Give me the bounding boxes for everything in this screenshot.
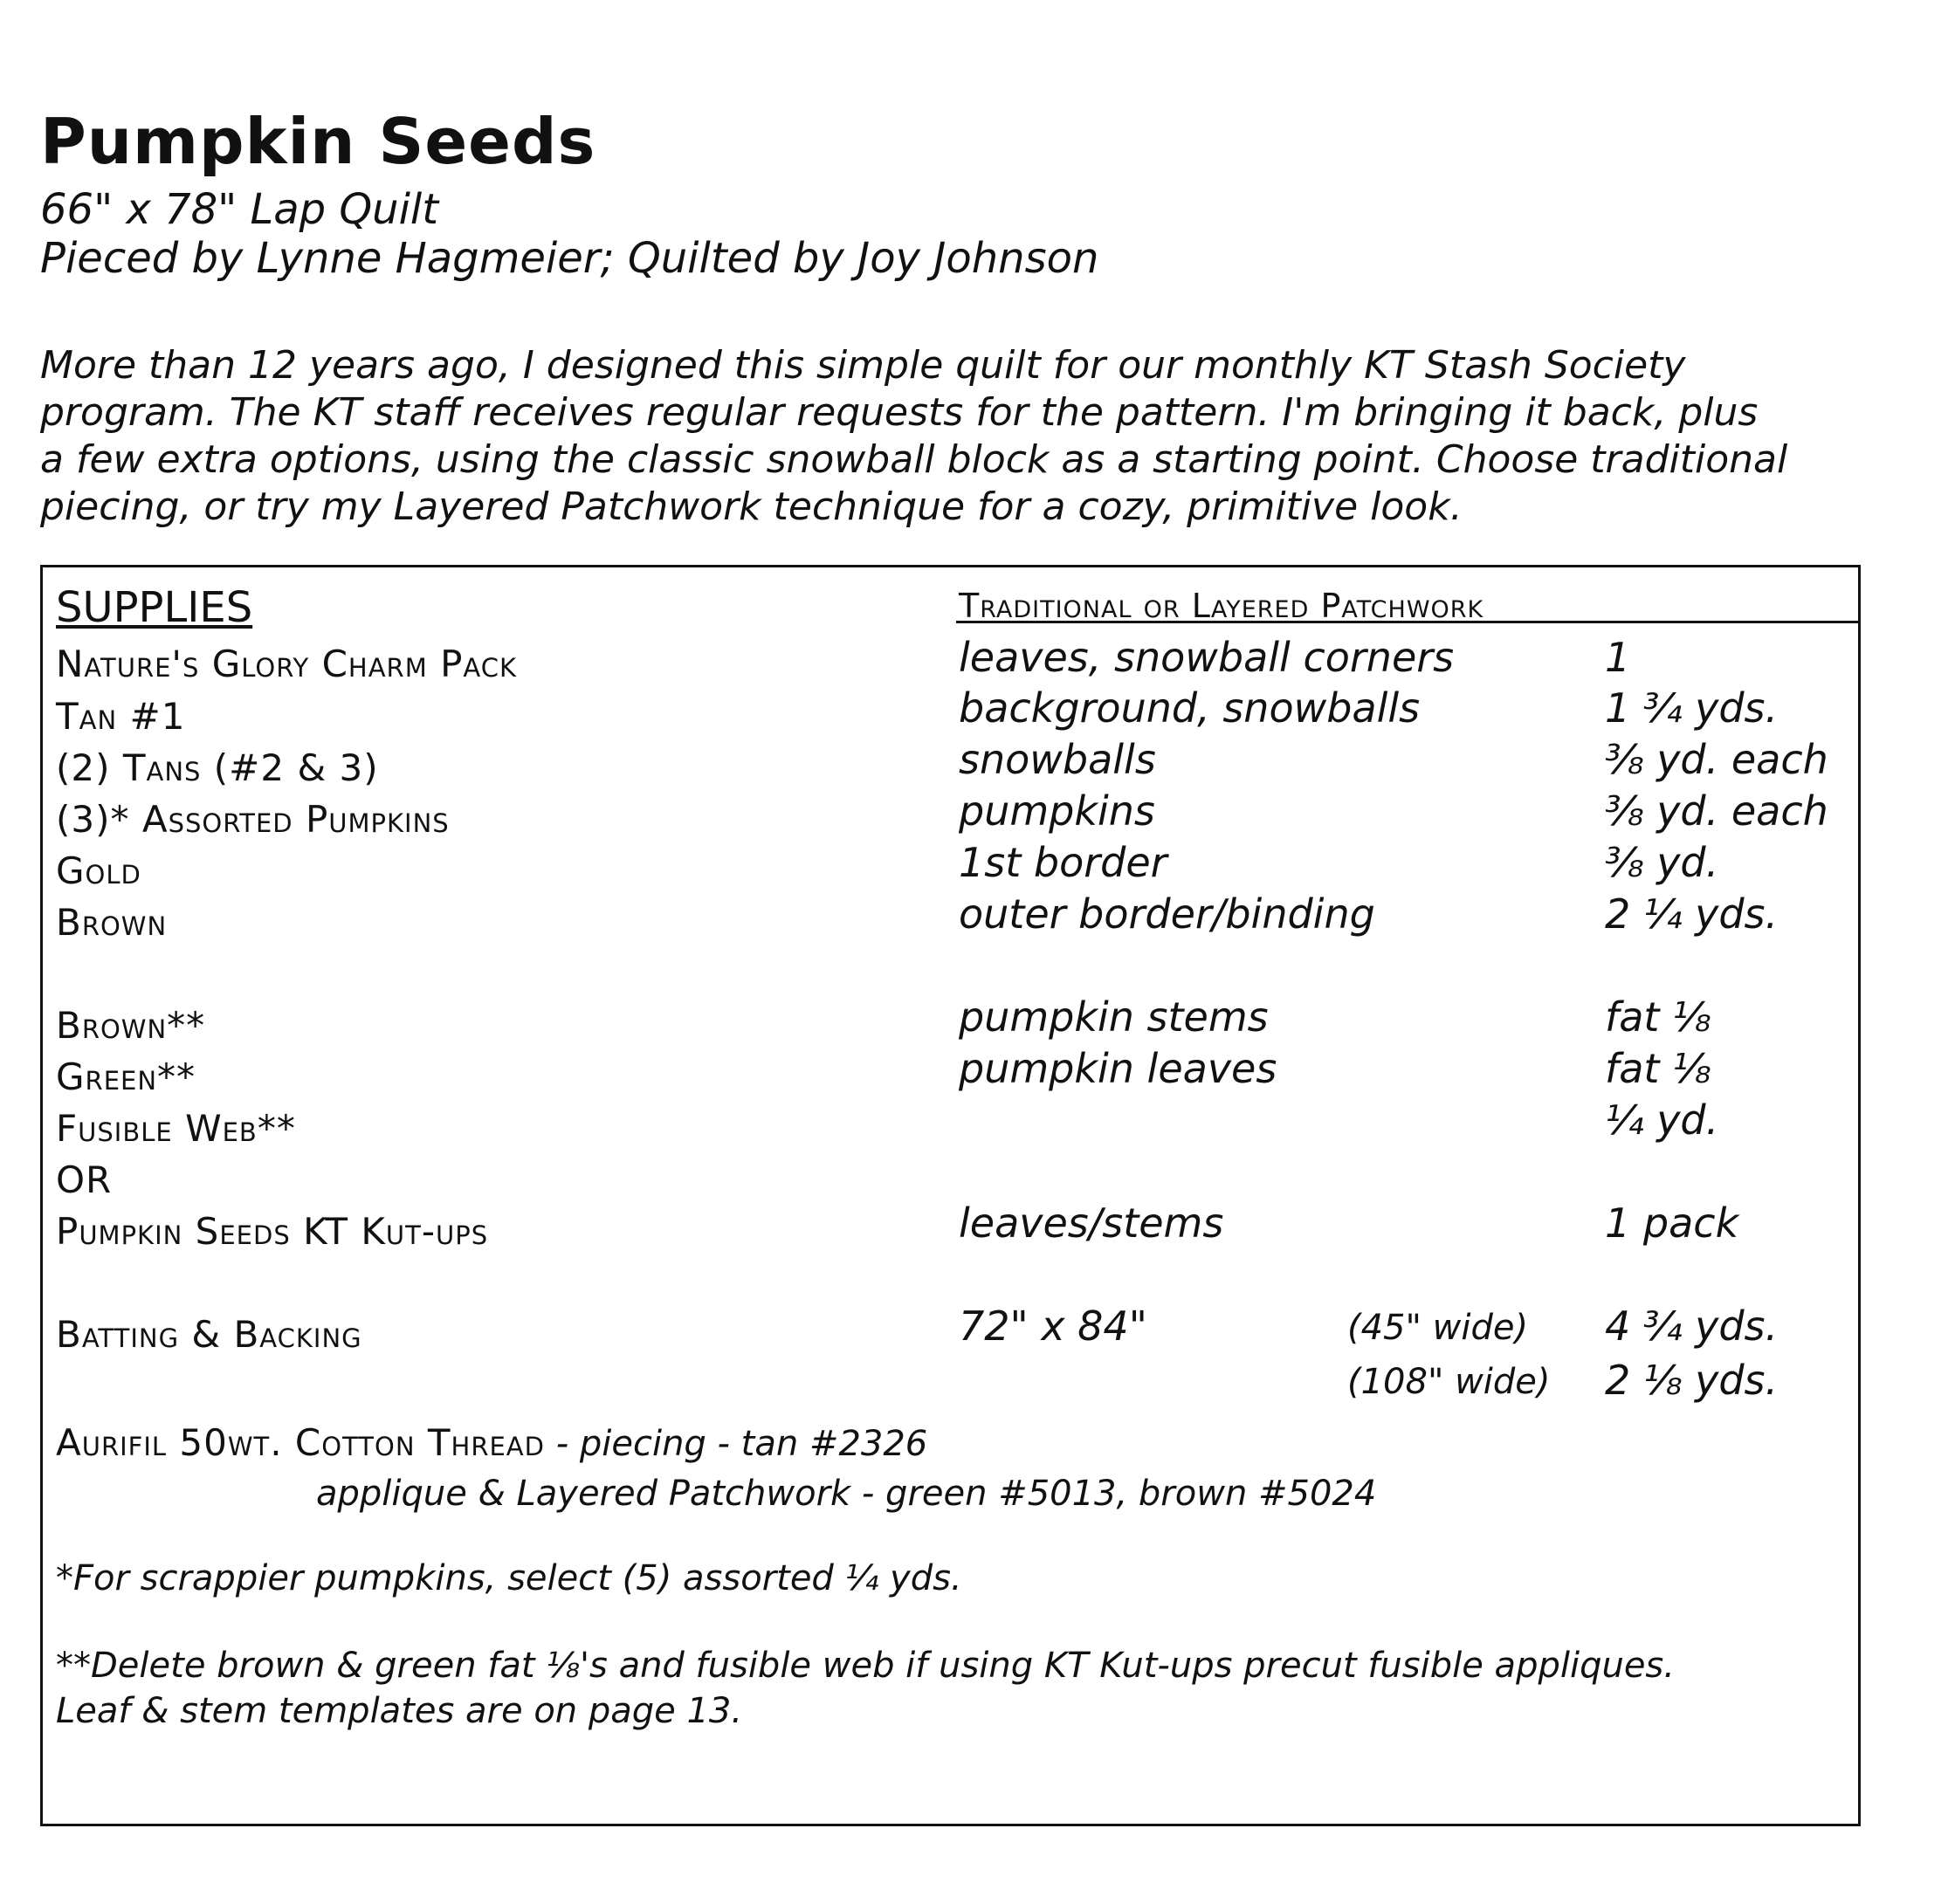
supply-use: 72" x 84" [959, 1303, 1147, 1350]
thread-applique: applique & Layered Patchwork - green #5013, brown #5024 [316, 1474, 1377, 1514]
column-heading: Traditional or Layered Patchwork [959, 587, 1484, 625]
supply-item: Batting & Backing [56, 1313, 362, 1356]
supply-qty: 2 ¼ yds. [1605, 890, 1779, 938]
supply-qty: ⅜ yd. [1605, 839, 1719, 886]
supply-qty: 1 [1605, 634, 1631, 681]
supply-item: Brown [56, 901, 168, 944]
supply-item: (2) Tans (#2 & 3) [56, 746, 379, 789]
intro-line: More than 12 years ago, I designed this simple quilt for our monthly KT Stash Society [40, 343, 1686, 388]
supply-qty: fat ⅛ [1605, 1045, 1711, 1092]
thread-label: Aurifil 50wt. Cotton Thread [56, 1421, 545, 1464]
supply-use: snowballs [959, 736, 1156, 783]
supply-item: Tan #1 [56, 695, 186, 738]
supply-qty: 4 ¾ yds. [1605, 1303, 1779, 1350]
supply-item: Gold [56, 849, 141, 892]
intro-line: a few extra options, using the classic snowball block as a starting point. Choose traditional [40, 437, 1788, 482]
supply-item: Fusible Web** [56, 1107, 296, 1150]
supply-qty: 2 ⅛ yds. [1605, 1357, 1779, 1404]
supply-item: Nature's Glory Charm Pack [56, 643, 517, 685]
intro-line: program. The KT staff receives regular requests for the pattern. I'm bringing it back, plus [40, 390, 1759, 435]
supply-qty: 1 pack [1605, 1199, 1739, 1247]
supply-use: pumpkin stems [959, 993, 1269, 1041]
supply-qty: ⅜ yd. each [1605, 736, 1828, 783]
supply-qty: ⅜ yd. each [1605, 787, 1828, 835]
intro-paragraph [40, 342, 1874, 531]
thread-line [56, 1421, 927, 1464]
supply-item: Green** [56, 1055, 196, 1098]
supply-use: leaves, snowball corners [959, 634, 1455, 681]
supply-item: Brown** [56, 1004, 206, 1047]
supply-item: (3)* Assorted Pumpkins [56, 798, 450, 841]
supply-use: pumpkin leaves [959, 1045, 1277, 1092]
supply-use: leaves/stems [959, 1199, 1224, 1247]
supply-use: 1st border [959, 839, 1167, 886]
footnote: *For scrappier pumpkins, select (5) assorted ¼ yds. [56, 1558, 962, 1598]
supplies-heading: SUPPLIES [56, 583, 253, 632]
supply-use: pumpkins [959, 787, 1155, 835]
supply-item: OR [56, 1158, 113, 1201]
footnote: **Delete brown & green fat ⅛'s and fusible web if using KT Kut-ups precut fusible appliques. [56, 1646, 1675, 1686]
supply-qty: ¼ yd. [1605, 1096, 1719, 1144]
quilt-size: 66" x 78" Lap Quilt [40, 185, 439, 234]
backing-width: (108" wide) [1347, 1362, 1551, 1402]
supply-qty: 1 ¾ yds. [1605, 684, 1779, 732]
credits: Pieced by Lynne Hagmeier; Quilted by Joy Johnson [40, 234, 1099, 283]
intro-line: piecing, or try my Layered Patchwork technique for a cozy, primitive look. [40, 485, 1463, 529]
thread-piecing: - piecing - tan #2326 [544, 1424, 928, 1464]
supply-qty: fat ⅛ [1605, 993, 1711, 1041]
backing-width: (45" wide) [1347, 1308, 1529, 1348]
page-title: Pumpkin Seeds [40, 105, 596, 178]
supply-use: background, snowballs [959, 684, 1421, 732]
footnote: Leaf & stem templates are on page 13. [56, 1691, 743, 1731]
supply-use: outer border/binding [959, 890, 1375, 938]
supply-item: Pumpkin Seeds KT Kut-ups [56, 1210, 489, 1253]
